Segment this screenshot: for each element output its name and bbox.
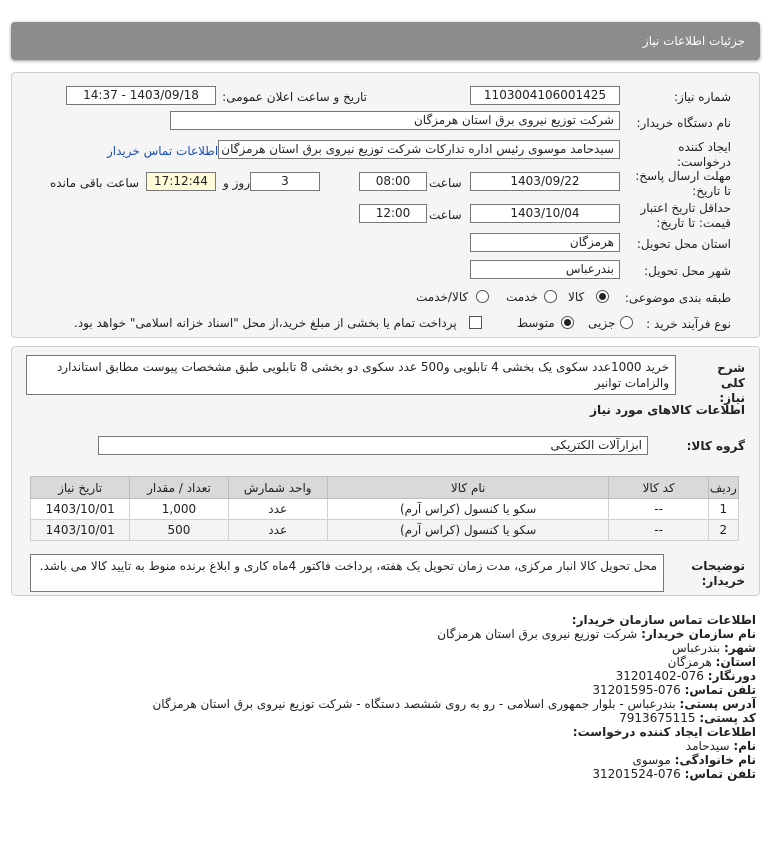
goods-section-title: اطلاعات کالاهای مورد نیاز xyxy=(590,403,745,417)
category-option-goods: کالا xyxy=(568,290,585,304)
process-label: نوع فرآیند خرید : xyxy=(646,317,731,331)
buyer-contact-link[interactable]: اطلاعات تماس خریدار xyxy=(107,144,219,158)
province-label: استان محل تحویل: xyxy=(636,237,731,251)
creator-family: نام خانوادگی: موسوی xyxy=(632,753,756,767)
cell-name: سکو یا کنسول (کراس آرم) xyxy=(327,499,609,520)
remaining-time-field: 17:12:44 xyxy=(146,172,216,191)
creator-info-title: اطلاعات ایجاد کننده درخواست: xyxy=(572,725,756,739)
creator-phone: تلفن تماس: 076-31201524 xyxy=(592,767,756,781)
buyer-notes-label: توضیحات خریدار: xyxy=(691,559,745,588)
validity-time-field: 12:00 xyxy=(359,204,427,223)
cell-name: سکو یا کنسول (کراس آرم) xyxy=(327,520,609,541)
city-field: بندرعباس xyxy=(470,260,620,279)
creator-field: سیدحامد موسوی رئیس اداره تدارکات شرکت توزیع نیروی برق استان هرمزگان xyxy=(218,140,620,159)
goods-group-label: گروه کالا: xyxy=(686,439,745,453)
need-number-label: شماره نیاز: xyxy=(674,90,731,104)
cell-row: 1 xyxy=(708,499,738,520)
remaining-label: ساعت باقی مانده xyxy=(50,176,140,190)
goods-panel xyxy=(11,346,760,596)
category-radio-goods-service[interactable] xyxy=(476,290,489,303)
table-row xyxy=(31,520,739,541)
cell-date: 1403/10/01 xyxy=(31,499,130,520)
contact-org: نام سازمان خریدار: شرکت توزیع نیروی برق استان هرمزگان xyxy=(437,627,756,641)
category-option-service: خدمت xyxy=(506,290,538,304)
page-title: جزئیات اطلاعات نیاز xyxy=(642,34,745,48)
contact-address: آدرس پستی: بندرعباس - بلوار جمهوری اسلامی - رو به روی ششصد دستگاه - شرکت توزیع نیروی برق استان هرمزگان xyxy=(152,697,756,711)
col-qty: تعداد / مقدار xyxy=(130,477,228,499)
col-unit: واحد شمارش xyxy=(228,477,327,499)
goods-group-field: ابزارآلات الکتریکی xyxy=(98,436,648,455)
process-radio-medium[interactable] xyxy=(561,316,574,329)
col-name: نام کالا xyxy=(327,477,609,499)
contact-phone: تلفن تماس: 076-31201595 xyxy=(592,683,756,697)
goods-table xyxy=(30,476,739,541)
city-label: شهر محل تحویل: xyxy=(644,264,731,278)
cell-row: 2 xyxy=(708,520,738,541)
cell-qty: 1,000 xyxy=(130,499,228,520)
days-label: روز و xyxy=(223,176,250,190)
category-radio-service[interactable] xyxy=(544,290,557,303)
col-row: ردیف xyxy=(708,477,738,499)
col-code: کد کالا xyxy=(609,477,708,499)
category-radio-goods[interactable] xyxy=(596,290,609,303)
deadline-date-field: 1403/09/22 xyxy=(470,172,620,191)
validity-time-label: ساعت xyxy=(429,208,462,222)
deadline-label: مهلت ارسال پاسخ: تا تاریخ: xyxy=(635,169,731,198)
validity-date-field: 1403/10/04 xyxy=(470,204,620,223)
announce-field: 1403/09/18 - 14:37 xyxy=(66,86,216,105)
process-radio-minor[interactable] xyxy=(620,316,633,329)
creator-name: نام: سیدحامد xyxy=(685,739,756,753)
contact-postal: کد پستی: 7913675115 xyxy=(619,711,756,725)
treasury-checkbox[interactable] xyxy=(469,316,482,329)
contact-city: شهر: بندرعباس xyxy=(672,641,756,655)
days-field: 3 xyxy=(250,172,320,191)
goods-table-header xyxy=(31,477,739,499)
cell-date: 1403/10/01 xyxy=(31,520,130,541)
announce-label: تاریخ و ساعت اعلان عمومی: xyxy=(222,90,367,104)
contact-title: اطلاعات تماس سازمان خریدار: xyxy=(571,613,756,627)
cell-unit: عدد xyxy=(228,499,327,520)
buyer-notes-box: محل تحویل کالا انبار مرکزی، مدت زمان تحویل یک هفته، پرداخت فاکتور 4ماه کاری و ابلاغ برنده منوط به تایید کالا می باشد. xyxy=(30,554,664,592)
province-field: هرمزگان xyxy=(470,233,620,252)
deadline-time-field: 08:00 xyxy=(359,172,427,191)
process-option-minor: جزیی xyxy=(588,316,616,330)
category-option-goods-service: کالا/خدمت xyxy=(416,290,469,304)
need-info-panel xyxy=(11,72,760,338)
description-box: خرید 1000عدد سکوی یک بخشی 4 تابلویی و500 عدد سکوی دو بخشی 8 تابلویی طبق مشخصات پیوست مطابق استاندارد والزامات توانیر xyxy=(26,355,676,395)
process-option-medium: متوسط xyxy=(517,316,555,330)
validity-label: حداقل تاریخ اعتبار قیمت: تا تاریخ: xyxy=(640,201,731,230)
category-label: طبقه بندی موضوعی: xyxy=(624,291,731,305)
deadline-time-label: ساعت xyxy=(429,176,462,190)
payment-note: پرداخت تمام یا بخشی از مبلغ خرید،از محل "اسناد خزانه اسلامی" خواهد بود. xyxy=(74,316,457,330)
table-row xyxy=(31,499,739,520)
cell-unit: عدد xyxy=(228,520,327,541)
col-date: تاریخ نیاز xyxy=(31,477,130,499)
creator-label: ایجاد کننده درخواست: xyxy=(677,140,731,169)
need-number-field: 1103004106001425 xyxy=(470,86,620,105)
contact-fax: دورنگار: 076-31201402 xyxy=(615,669,756,683)
cell-code: -- xyxy=(609,499,708,520)
description-label: شرح کلی نیاز: xyxy=(717,361,745,405)
buyer-org-field: شرکت توزیع نیروی برق استان هرمزگان xyxy=(170,111,620,130)
page-header xyxy=(11,22,760,60)
buyer-org-label: نام دستگاه خریدار: xyxy=(636,116,731,130)
cell-qty: 500 xyxy=(130,520,228,541)
contact-province: استان: هرمزگان xyxy=(667,655,756,669)
cell-code: -- xyxy=(609,520,708,541)
